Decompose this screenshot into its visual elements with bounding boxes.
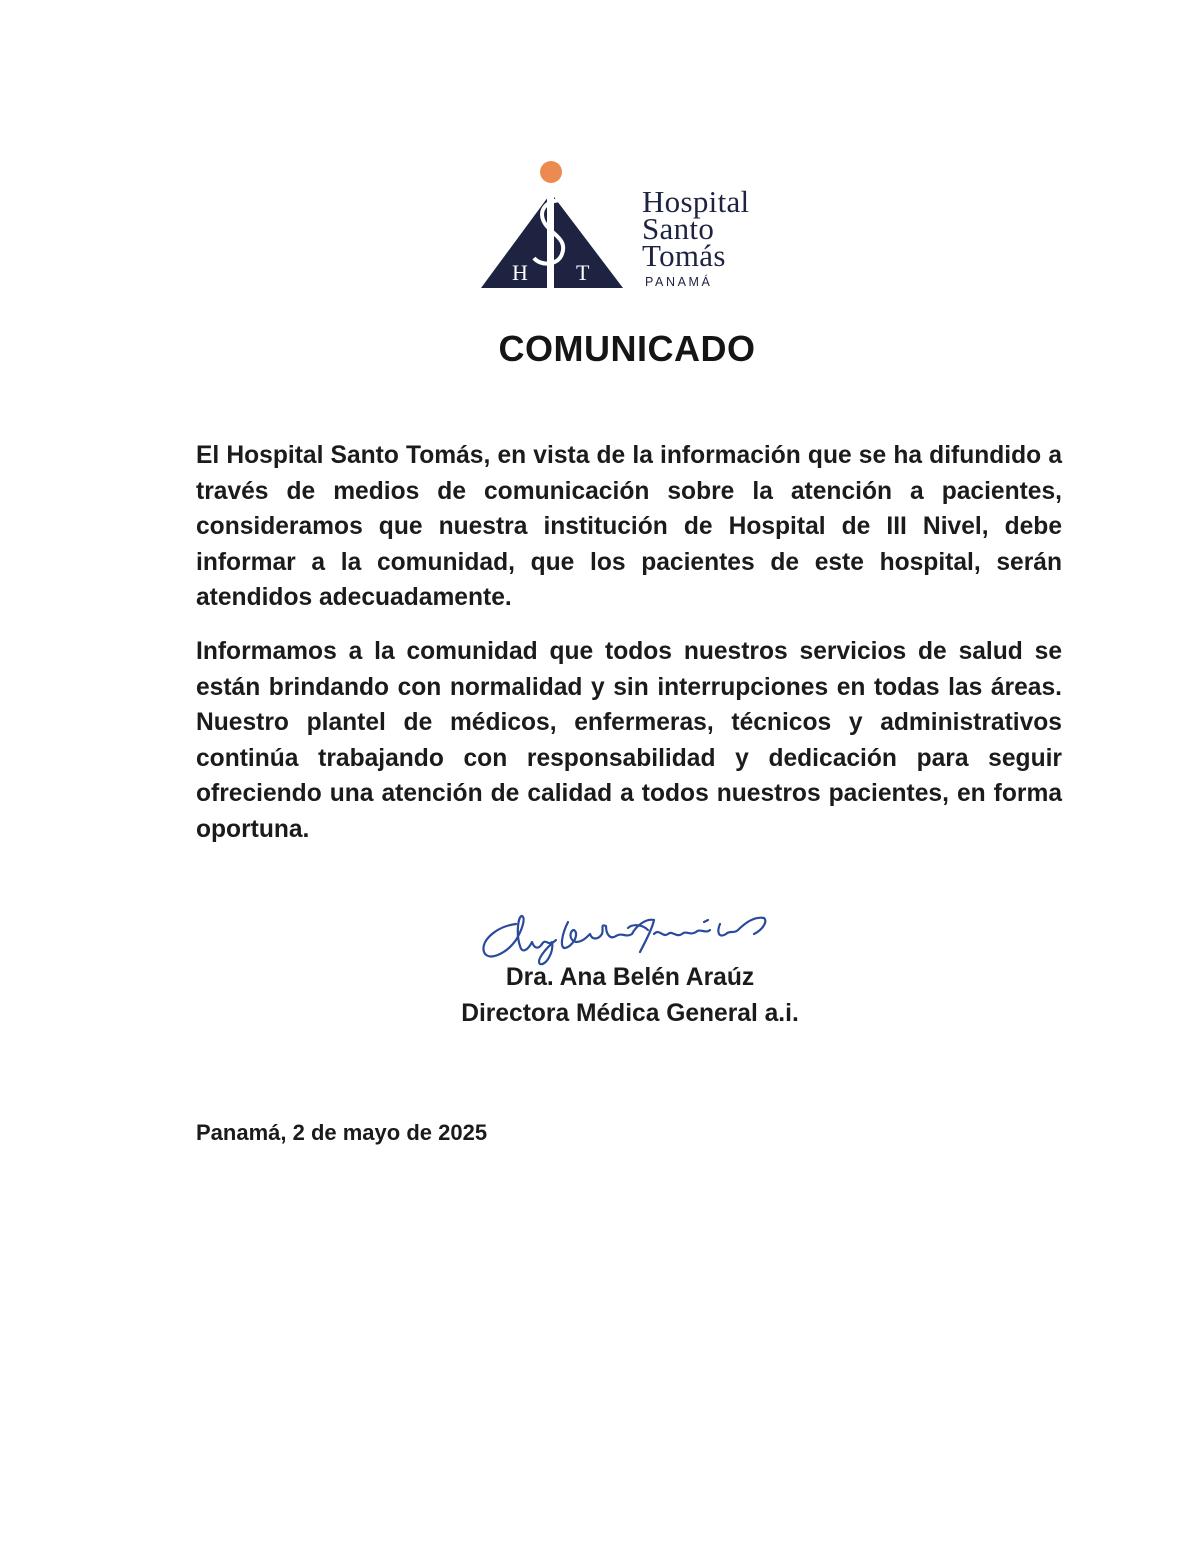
wordmark-line-1: Hospital [642,184,750,219]
emblem-staff [547,192,554,290]
wordmark-line-2: Santo [642,211,715,246]
body-paragraph-2: Informamos a la comunidad que todos nuestros servicios de salud se están brindando con normalidad y sin interrupciones en todas las áreas. Nuestro plantel de médicos, enfermeras, técnicos y administrativos continúa trabajando con responsabilidad y dedicación para seguir ofreciendo una atención de calidad a todos nuestros pacientes, en forma oportuna. [196,637,1062,843]
document-body [196,438,1062,866]
emblem-letter-h: H [512,260,528,285]
wordmark-line-3: Tomás [642,238,726,273]
emblem-dot [540,161,562,183]
hospital-logo [478,158,798,298]
place-date: Panamá, 2 de mayo de 2025 [196,1120,488,1145]
hospital-emblem [478,158,638,298]
document-title: COMUNICADO [498,328,756,369]
body-paragraph-1: El Hospital Santo Tomás, en vista de la información que se ha difundido a través de medios de comunicación sobre la atención a pacientes, consideramos que nuestra institución de Hospital de III Nivel, debe informar a la comunidad, que los pacientes de este hospital, serán atendidos adecuadamente. [196,442,1062,612]
emblem-letter-t: T [576,260,590,285]
wordmark-country: PANAMÁ [645,275,713,289]
signatory-name: Dra. Ana Belén Araúz [505,964,755,991]
signatory-role: Directora Médica General a.i. [461,1000,799,1027]
hospital-wordmark [642,184,750,289]
